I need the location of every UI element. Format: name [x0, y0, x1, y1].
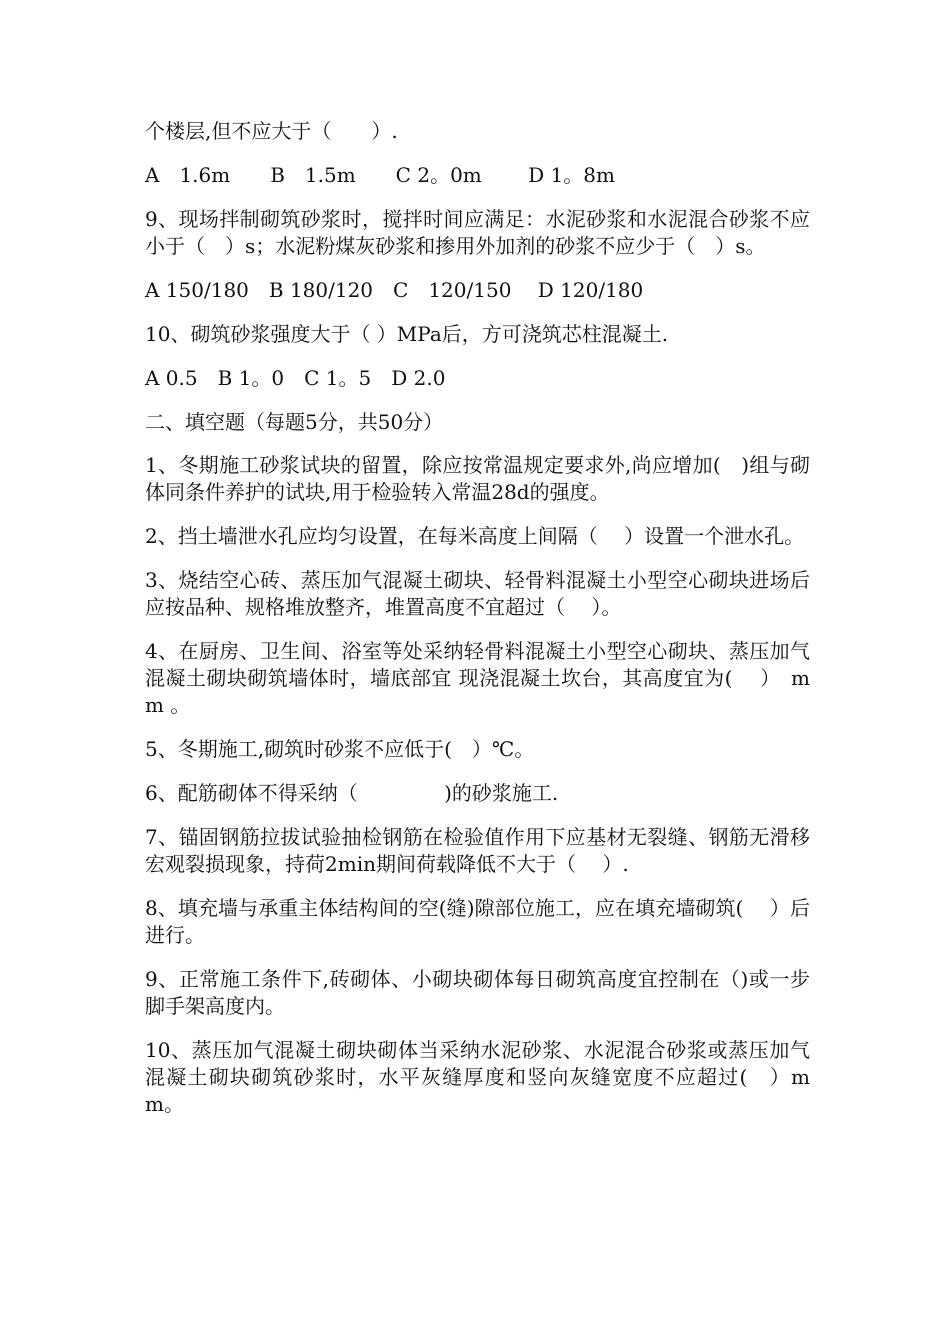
fill-item-10: 10、蒸压加气混凝土砌块砌体当采纳水泥砂浆、水泥混合砂浆或蒸压加气混凝土砌块砌筑砂浆时，水平灰缝厚度和竖向灰缝宽度不应超过( ）mm。	[145, 1038, 810, 1116]
fill-item-8: 8、填充墙与承重主体结构间的空(缝)隙部位施工，应在填充墙砌筑( ）后进行。	[145, 896, 810, 947]
question-10-text: 10、砌筑砂浆强度大于（ ）MPa后，方可浇筑芯柱混凝土.	[145, 322, 669, 346]
fill-item-5: 5、冬期施工,砌筑时砂浆不应低于( ）℃。	[145, 737, 535, 761]
question-10-options: A 0.5 B 1。0 C 1。5 D 2.0	[145, 366, 446, 390]
fill-item-1: 1、冬期施工砂浆试块的留置，除应按常温规定要求外,尚应增加( )组与砌体同条件养护的试块,用于检验转入常温28d的强度。	[145, 453, 810, 504]
fill-item-3: 3、烧结空心砖、蒸压加气混凝土砌块、轻骨料混凝土小型空心砌块进场后应按品种、规格堆放整齐，堆置高度不宜超过（ ）。	[145, 568, 810, 619]
fill-item-6: 6、配筋砌体不得采纳（ )的砂浆施工.	[145, 781, 559, 805]
question-8-options: A 1.6m B 1.5m C 2。0m D 1。8m	[145, 163, 615, 187]
fill-item-4: 4、在厨房、卫生间、浴室等处采纳轻骨料混凝土小型空心砌块、蒸压加气混凝土砌块砌筑墙体时，墙底部宜 现浇混凝土坎台，其高度宜为( ） mm 。	[145, 639, 810, 717]
fill-item-9: 9、正常施工条件下,砖砌体、小砌块砌体每日砌筑高度宜控制在（)或一步脚手架高度内。	[145, 967, 810, 1018]
question-9-options: A 150/180 B 180/120 C 120/150 D 120/180	[145, 278, 644, 302]
question-8-continuation: 个楼层,但不应大于（ ）.	[145, 119, 398, 143]
fill-item-2: 2、挡土墙泄水孔应均匀设置，在每米高度上间隔（ ）设置一个泄水孔。	[145, 524, 805, 548]
question-9-text: 9、现场拌制砌筑砂浆时，搅拌时间应满足：水泥砂浆和水泥混合砂浆不应小于（ ）s；水泥粉煤灰砂浆和掺用外加剂的砂浆不应少于（ ）s。	[145, 207, 810, 258]
section-heading-fill-in: 二、填空题（每题5分，共50分）	[145, 410, 444, 434]
document-page	[145, 118, 810, 1135]
fill-item-7: 7、锚固钢筋拉拔试验抽检钢筋在检验值作用下应基材无裂缝、钢筋无滑移宏观裂损现象，持荷2min期间荷载降低不大于（ ）.	[145, 825, 810, 876]
